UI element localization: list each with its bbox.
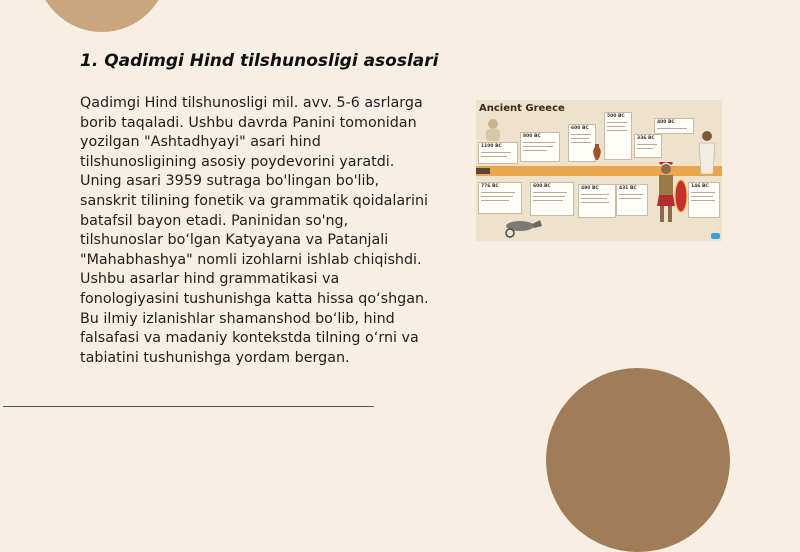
divider-line	[3, 406, 374, 407]
timeline-card-year: 800 BC	[523, 134, 541, 139]
timeline-card	[616, 184, 648, 216]
timeline-card-year: 431 BC	[619, 186, 637, 191]
timeline-card-year: 490 BC	[581, 186, 599, 191]
greek-man-illustration	[696, 130, 718, 174]
timeline-card-year: 600 BC	[571, 126, 589, 131]
philosopher-bust-illustration	[484, 118, 502, 142]
timeline-card-year: 146 BC	[691, 184, 709, 189]
vase-illustration	[592, 144, 602, 160]
roman-soldier-illustration	[648, 162, 688, 224]
timeline-card	[578, 184, 616, 218]
timeline-band-end	[476, 168, 490, 174]
publisher-logo-icon	[711, 233, 720, 239]
slide-body-text: Qadimgi Hind tilshunosligi mil. avv. 5-6 asrlarga borib taqaladi. Ushbu davrda Panini tomonidan yozilgan "Ashtadhyayi" asari hind tilshunosligining asosiy poydevorini yaratdi. Uning asari 3959 sutraga bo'lingan bo'lib, sanskrit tilining fonetik va grammatik qoidalarini batafsil bayon etadi. Paninidan so'ng, tilshunoslar bo‘lgan Katyayana va Patanjali "Mahabhashya" nomli izohlarni ishlab chiqishdi. Ushbu asarlar hind grammatikasi va fonologiyasini tushunishga katta hissa qo‘shgan. Bu ilmiy izlanishlar shamanshod bo‘lib, hind falsafasi va madaniy kontekstda tilning o‘rni va tabiatini tushunishga yordam bergan.	[80, 95, 429, 366]
decorative-circle-top	[36, 0, 168, 32]
timeline-card	[688, 182, 720, 218]
timeline-card	[654, 118, 694, 134]
timeline-card-year: 336 BC	[637, 136, 655, 141]
timeline-card	[478, 142, 518, 164]
timeline-card	[530, 182, 574, 216]
timeline-card-year: 500 BC	[607, 114, 625, 119]
timeline-card-year: 400 BC	[657, 120, 675, 125]
timeline-card	[520, 132, 560, 162]
timeline-card	[604, 112, 632, 160]
timeline-card	[634, 134, 662, 158]
timeline-card	[478, 182, 522, 214]
timeline-card-year: 600 BC	[533, 184, 551, 189]
timeline-card-year: 1100 BC	[481, 144, 502, 149]
chariot-illustration	[500, 218, 544, 238]
ancient-greece-timeline-image	[476, 100, 722, 241]
timeline-card-year: 776 BC	[481, 184, 499, 189]
timeline-title: Ancient Greece	[479, 103, 565, 114]
slide-title: 1. Qadimgi Hind tilshunosligi asoslari	[80, 51, 439, 71]
decorative-circle-bottom	[546, 368, 730, 552]
